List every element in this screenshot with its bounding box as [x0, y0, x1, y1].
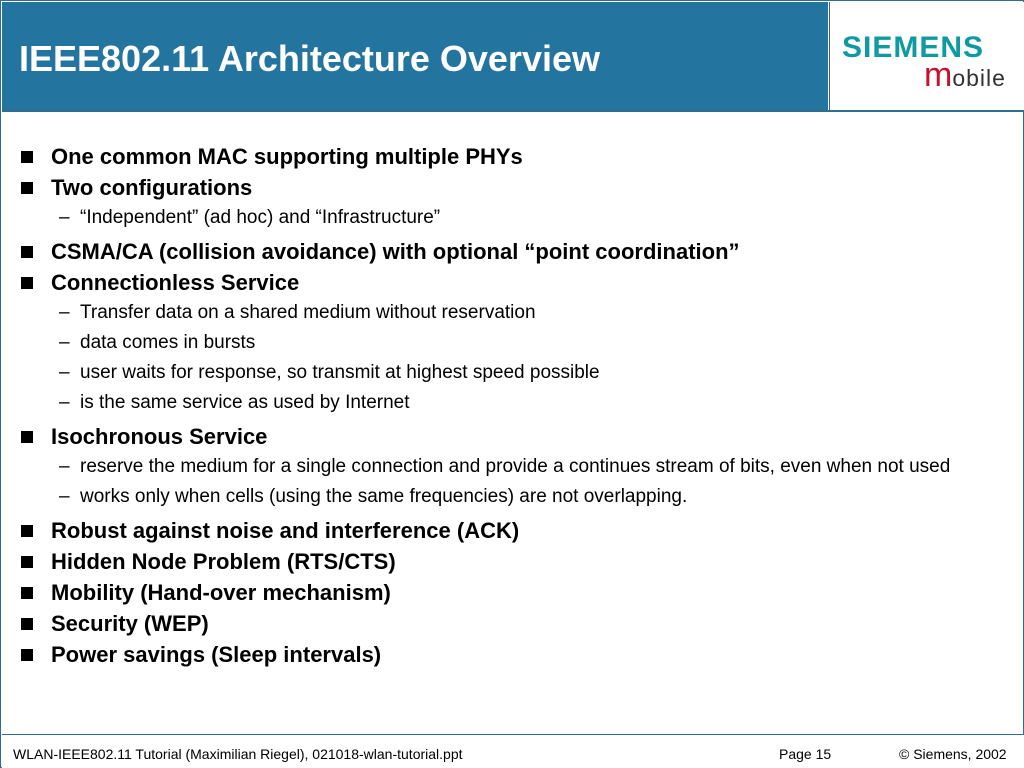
- bullet-text: Isochronous Service: [51, 424, 268, 449]
- sub-bullet-text: is the same service as used by Internet: [80, 392, 410, 413]
- dash-bullet-icon: –: [59, 362, 70, 383]
- dash-bullet-icon: –: [59, 332, 70, 353]
- sub-bullet-text: user waits for response, so transmit at highest speed possible: [80, 362, 600, 383]
- sub-list-item: [21, 391, 1001, 415]
- square-bullet-icon: [21, 649, 33, 661]
- bullet-text: Two configurations: [51, 175, 253, 200]
- bullet-text: Robust against noise and interference (ACK): [51, 518, 520, 543]
- sub-bullet-text: data comes in bursts: [80, 332, 256, 353]
- bullet-text: CSMA/CA (collision avoidance) with optional “point coordination”: [51, 239, 740, 264]
- bullet-text: Security (WEP): [51, 611, 209, 636]
- dash-bullet-icon: –: [59, 456, 70, 477]
- square-bullet-icon: [21, 182, 33, 194]
- list-item: [21, 172, 1001, 203]
- bullet-text: Power savings (Sleep intervals): [51, 642, 382, 667]
- dash-bullet-icon: –: [59, 207, 70, 228]
- footer-copyright: © Siemens, 2002: [899, 746, 1007, 762]
- square-bullet-icon: [21, 277, 33, 289]
- square-bullet-icon: [21, 618, 33, 630]
- list-item: [21, 141, 1001, 172]
- sub-bullet-text: Transfer data on a shared medium without reservation: [80, 302, 536, 323]
- bullet-text: Connectionless Service: [51, 270, 300, 295]
- square-bullet-icon: [21, 587, 33, 599]
- list-item: [21, 577, 1001, 608]
- dash-bullet-icon: –: [59, 486, 70, 507]
- bullet-list: [21, 141, 1001, 670]
- list-item: [21, 608, 1001, 639]
- title-bar: [2, 2, 828, 110]
- list-item: [21, 421, 1001, 452]
- logo-mobile-text: [924, 56, 1006, 95]
- logo-mobile-m: m: [924, 56, 953, 94]
- sub-list-item: [21, 455, 1001, 479]
- list-item: [21, 267, 1001, 298]
- square-bullet-icon: [21, 525, 33, 537]
- dash-bullet-icon: –: [59, 392, 70, 413]
- footer-page-number: Page 15: [779, 746, 832, 762]
- sub-list-item: [21, 206, 1001, 230]
- sub-list-item: [21, 485, 1001, 509]
- list-item: [21, 236, 1001, 267]
- square-bullet-icon: [21, 556, 33, 568]
- footer-document-info: WLAN-IEEE802.11 Tutorial (Maximilian Riegel), 021018-wlan-tutorial.ppt: [13, 746, 463, 762]
- list-item: [21, 639, 1001, 670]
- square-bullet-icon: [21, 151, 33, 163]
- sub-list-item: [21, 301, 1001, 325]
- bullet-text: One common MAC supporting multiple PHYs: [51, 144, 523, 169]
- dash-bullet-icon: –: [59, 302, 70, 323]
- logo-brand-text: SIEMENS: [842, 31, 985, 64]
- sub-bullet-text: “Independent” (ad hoc) and “Infrastructure”: [80, 207, 441, 228]
- list-item: [21, 515, 1001, 546]
- bullet-text: Hidden Node Problem (RTS/CTS): [51, 549, 396, 574]
- square-bullet-icon: [21, 431, 33, 443]
- sub-list-item: [21, 331, 1001, 355]
- square-bullet-icon: [21, 246, 33, 258]
- sub-bullet-text: reserve the medium for a single connection and provide a continues stream of bits, even when not used: [80, 456, 951, 477]
- list-item: [21, 546, 1001, 577]
- title-divider: [2, 110, 1024, 112]
- sub-list-item: [21, 361, 1001, 385]
- slide-title: IEEE802.11 Architecture Overview: [19, 38, 600, 79]
- footer: [2, 735, 1024, 768]
- siemens-mobile-logo: [829, 2, 1024, 110]
- sub-bullet-text: works only when cells (using the same frequencies) are not overlapping.: [80, 486, 688, 507]
- logo-mobile-rest: obile: [952, 65, 1006, 91]
- bullet-text: Mobility (Hand-over mechanism): [51, 580, 391, 605]
